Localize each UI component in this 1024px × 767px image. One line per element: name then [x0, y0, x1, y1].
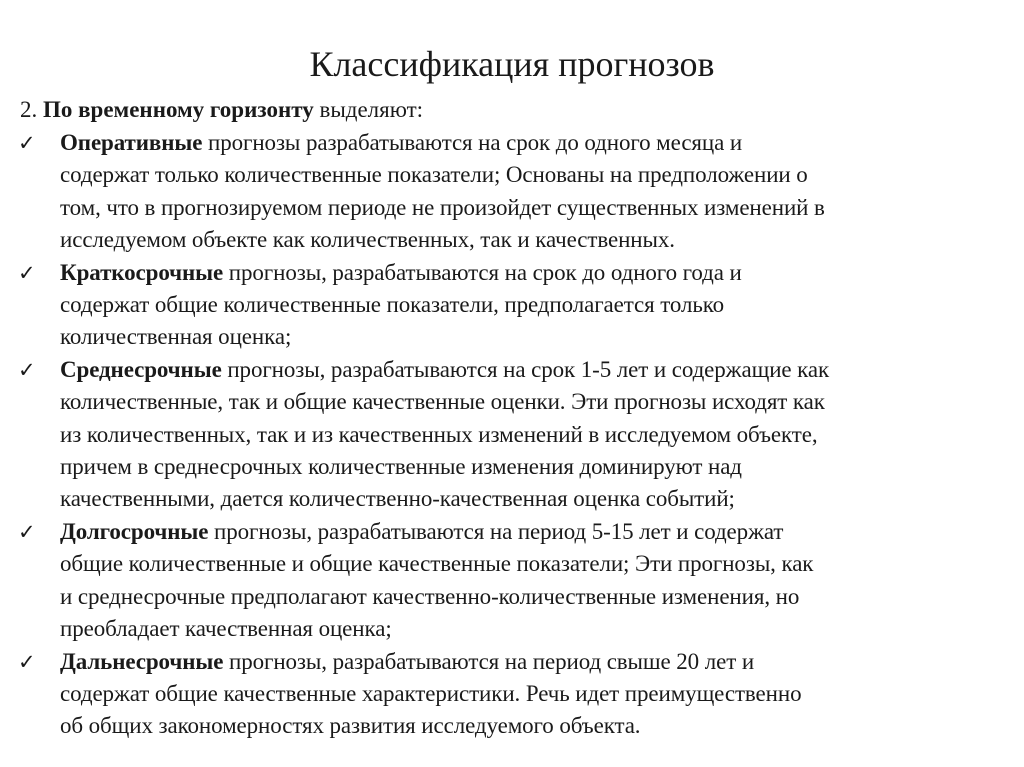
bullet-text: содержат только количественные показатели; Основаны на предположении о: [60, 162, 808, 188]
bullet-text: преобладает качественная оценка;: [60, 616, 392, 642]
bullet-text-line: [60, 419, 1024, 451]
bullet-text-line: [60, 257, 1024, 289]
bullet-text: и среднесрочные предполагают качественно-количественные изменения, но: [60, 583, 800, 609]
bullet-text: количественная оценка;: [60, 324, 292, 350]
bullet-text-line: [60, 548, 1024, 580]
bullet-text: прогнозы, разрабатываются на срок 1-5 лет и содержащие как: [227, 356, 830, 382]
bullet-text-line: [60, 224, 1024, 256]
bullet-term: Долгосрочные: [60, 518, 209, 544]
intro-line: [20, 96, 423, 123]
checkmark-icon: ✓: [18, 519, 36, 544]
checkmark-icon: ✓: [18, 131, 36, 155]
bullet-text: исследуемом объекте как количественных, так и качественных.: [60, 227, 675, 253]
intro-bold-text: По временному горизонту: [43, 97, 314, 122]
bullet-text-line: [60, 192, 1024, 224]
bullet-text-line: [60, 613, 1024, 645]
bullet-item: [18, 127, 1024, 257]
bullet-text-line: [60, 354, 1024, 386]
bullet-item: [18, 257, 1024, 354]
bullet-text-line: [60, 516, 1024, 548]
bullet-list: [18, 127, 1024, 743]
bullet-text-line: [60, 451, 1024, 483]
bullet-text: общие количественные и общие качественные показатели; Эти прогнозы, как: [60, 551, 814, 577]
bullet-item: [18, 516, 1024, 646]
bullet-text: прогнозы, разрабатываются на период 5-15 лет и содержат: [214, 518, 784, 544]
bullet-text: прогнозы, разрабатываются на срок до одного года и: [228, 259, 742, 285]
bullet-item: [18, 354, 1024, 516]
bullet-text-line: [60, 710, 1024, 742]
bullet-item: [18, 646, 1024, 743]
bullet-text-line: [60, 581, 1024, 613]
bullet-term: Краткосрочные: [60, 259, 224, 285]
bullet-term: Среднесрочные: [60, 356, 222, 382]
bullet-text-line: [60, 646, 1024, 678]
bullet-text: количественные, так и общие качественные оценки. Эти прогнозы исходят как: [60, 389, 825, 415]
bullet-text: качественными, дается количественно-качественная оценка событий;: [60, 486, 735, 512]
bullet-text-line: [60, 159, 1024, 191]
bullet-text: содержат общие качественные характеристики. Речь идет преимущественно: [60, 680, 802, 706]
bullet-text: прогнозы, разрабатываются на период свыше 20 лет и: [228, 648, 755, 674]
bullet-text: причем в среднесрочных количественные изменения доминируют над: [60, 454, 742, 480]
bullet-text-line: [60, 127, 1024, 159]
bullet-text-line: [60, 386, 1024, 418]
bullet-term: Дальнесрочные: [60, 648, 224, 674]
bullet-text-line: [60, 483, 1024, 515]
bullet-text: том, что в прогнозируемом периоде не произойдет существенных изменений в: [60, 194, 825, 220]
bullet-text: из количественных, так и из качественных изменений в исследуемом объекте,: [60, 421, 818, 447]
bullet-text-line: [60, 321, 1024, 353]
checkmark-icon: ✓: [18, 649, 36, 674]
bullet-text: содержат общие количественные показатели, предполагается только: [60, 292, 725, 318]
bullet-text-line: [60, 678, 1024, 710]
bullet-text: об общих закономерностях развития исследуемого объекта.: [60, 713, 641, 739]
intro-number: 2.: [20, 97, 38, 122]
checkmark-icon: ✓: [18, 357, 36, 382]
bullet-term: Оперативные: [60, 130, 203, 155]
slide-title: Классификация прогнозов: [309, 44, 715, 84]
intro-rest-text: выделяют:: [319, 97, 424, 122]
bullet-text: прогнозы разрабатываются на срок до одного месяца и: [208, 130, 743, 155]
checkmark-icon: ✓: [18, 260, 36, 285]
bullet-text-line: [60, 289, 1024, 321]
